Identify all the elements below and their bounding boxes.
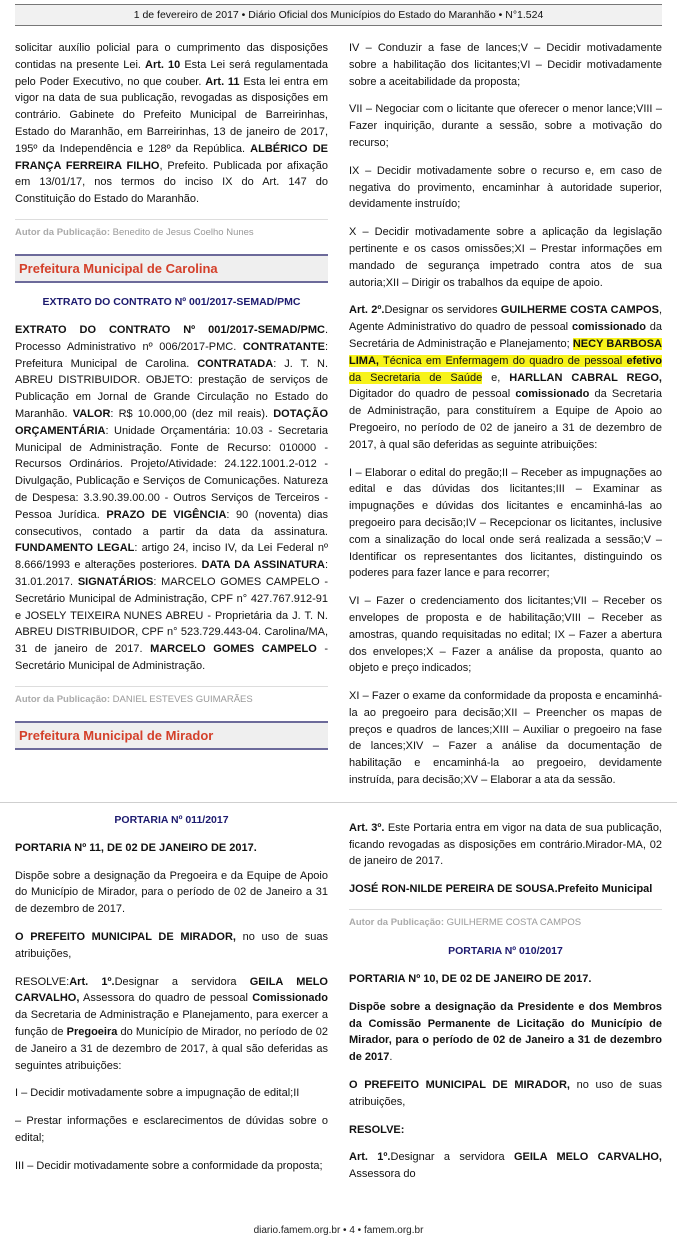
text-run: do Município de Mirador, no período de 02 de Janeiro a 31 de dezembro de 2017, à qual são deferidas as seguintes atribuições: [15, 1026, 329, 1072]
bold-text: MARCELO GOMES CAMPELO [150, 643, 317, 656]
bold-text: comissionado [571, 321, 646, 334]
author-name: Benedito de Jesus Coelho Nunes [110, 226, 254, 238]
paragraph [349, 40, 662, 90]
bold-text: Art. 11 [205, 75, 240, 88]
text-run: : 90 (noventa) dias consecutivos, contado a partir da data da assinatura. [15, 508, 328, 538]
bold-text: Art. 10 [145, 58, 181, 71]
document-title: PORTARIA Nº 011/2017 [114, 813, 229, 826]
bold-text: PRAZO DE VIGÊNCIA [106, 508, 227, 521]
text-run: – Prestar informações e esclarecimentos de dúvidas sobre o edital; [15, 1115, 328, 1145]
paragraph [349, 593, 662, 677]
paragraph [15, 868, 328, 918]
author-name: GUILHERME COSTA CAMPOS [444, 917, 582, 929]
column-bottom-right [349, 813, 662, 1194]
text-run: : R$ 10.000,00 (dez mil reais). [110, 407, 274, 420]
paragraph [349, 971, 662, 988]
column-top-left [15, 40, 328, 800]
text-run: IV – Conduzir a fase de lances;V – Decidir motivadamente sobre a habilitação dos licitantes;VI – Decidir motivadamente sobre a aceitabilidade da proposta; [349, 42, 662, 88]
text-run: . Processo Administrativo nº 006/2017-PMC. [15, 323, 328, 353]
column-bottom-left [15, 813, 328, 1194]
paragraph [349, 881, 662, 898]
paragraph [349, 1149, 662, 1183]
paragraph [15, 1113, 328, 1147]
text-run: Digitador do quadro de pessoal [349, 388, 516, 401]
bold-text: PORTARIA Nº 11, DE 02 DE JANEIRO DE 2017. [15, 841, 257, 854]
section-heading: Prefeitura Municipal de Carolina [15, 254, 328, 283]
text-run: RESOLVE: [15, 975, 70, 988]
paragraph [15, 1158, 328, 1175]
bold-text: Art. 2º. [349, 304, 385, 317]
paragraph [15, 974, 328, 1075]
bold-text: GUILHERME COSTA CAMPOS [500, 304, 659, 317]
paragraph [349, 999, 662, 1066]
bottom-half [0, 813, 677, 1194]
text-run: IX – Decidir motivadamente sobre o recurso e, em caso de negativa do provimento, encaminhar à autoridade superior, devidamente instruído; [349, 164, 662, 211]
bold-text: Comissionado [252, 992, 328, 1005]
text-run: VI – Fazer o credenciamento dos licitantes;VII – Receber os envelopes de proposta e de habilitação;VIII – Receber as amostras, quando requisitadas no edital; IX – Fazer a abertura dos envelopes;X – Fazer a análise da proposta, quanto ao objeto e preço indicados; [349, 595, 662, 675]
bold-text: PORTARIA Nº 10, DE 02 DE JANEIRO DE 2017. [349, 973, 592, 986]
bold-text: FUNDAMENTO LEGAL [15, 542, 135, 555]
author-label: Autor da Publicação: [349, 917, 445, 929]
paragraph [15, 1085, 328, 1102]
text-run: : J. T. N. ABREU DISTRIBUIDOR. OBJETO: prestação de serviços de Publicação em Jornal de Grande Circulação no Estado do Maranhão. [15, 357, 329, 420]
text-run: Este Portaria entra em vigor na data de sua publicação, ficando revogadas as disposições em contrário.Mirador-MA, 02 de janeiro de 2017. [349, 821, 662, 868]
bold-text: GEILA MELO CARVALHO, [15, 975, 328, 1005]
bold-text: JOSÉ RON-NILDE PEREIRA DE SOUSA.Prefeito Municipal [349, 883, 653, 896]
bold-text: DATA DA ASSINATURA [201, 559, 325, 572]
bold-text: CONTRATANTE [242, 340, 325, 353]
bold-text: Pregoeira [66, 1026, 118, 1039]
document-title: EXTRATO DO CONTRATO Nº 001/2017-SEMAD/PMC [42, 295, 301, 308]
bold-text: GEILA MELO CARVALHO, [513, 1151, 662, 1164]
text-run: da Secretária de Administração e Planejamento; [349, 321, 663, 350]
text-run: no uso de suas atribuições, [15, 931, 328, 960]
text-run: I – Decidir motivadamente sobre a impugnação de edital;II [15, 1087, 300, 1100]
paragraph [15, 40, 328, 208]
text-run: Designar os servidores [384, 304, 501, 317]
paragraph [349, 688, 662, 789]
top-half [0, 40, 677, 800]
paragraph [15, 322, 328, 675]
text-run: , Prefeito. Publicada por afixação em 13/01/17, nos termos do inciso IX do Art. 147 do Constituição do Estado do Maranhão. [15, 159, 328, 206]
text-run: , Agente Administrativo do quadro de pessoal [349, 304, 662, 334]
bold-text: EXTRATO DO CONTRATO Nº 001/2017-SEMAD/PMC [15, 323, 325, 336]
text-run: Esta Lei será regulamentada pelo Poder Executivo, no que couber. [15, 58, 328, 88]
bold-text: VALOR [72, 407, 111, 420]
highlighted-text: Técnica em Enfermagem do quadro de pessoal [378, 354, 627, 367]
section-heading: Prefeitura Municipal de Mirador [15, 721, 328, 750]
publication-author [15, 219, 328, 240]
bold-text: comissionado [515, 388, 590, 401]
text-run: : Unidade Orçamentária: 10.03 - Secretaria Municipal de Administração. Fonte de Recurso: 010000 - Recursos Ordinários. Projeto/Atividade: 24.122.1001.2-012 - Divulgação, Publicação e Serviços de Comunicações. Natureza de Despesa: 3.3.90.39.00.00 - Outros Serviços de Terceiros - Pessoa Jurídica. [15, 424, 328, 521]
bold-text: HARLLAN CABRAL REGO, [509, 371, 662, 384]
text-run: Assessora do [349, 1168, 416, 1181]
paragraph [349, 465, 662, 583]
text-run: Assessora do quadro de pessoal [79, 992, 253, 1005]
author-name: DANIEL ESTEVES GUIMARÃES [110, 693, 253, 705]
publication-author [349, 909, 662, 930]
column-top-right [349, 40, 662, 800]
paragraph [349, 820, 662, 870]
text-run: I – Elaborar o edital do pregão;II – Receber as impugnações ao edital e das dúvidas dos licitantes;III – Examinar as impugnações e dúvidas dos licitantes e encaminhá-las ao pregoeiro para decisão;IV – Recepcionar os licitantes, inclusive com a sinalização do local onde será realizada a sessão;V – Identificar os representantes dos licitantes, distinguindo os poderes para fazer lance e para recorrer; [349, 466, 662, 580]
author-label: Autor da Publicação: [15, 226, 111, 238]
paragraph [349, 1077, 662, 1111]
author-label: Autor da Publicação: [15, 693, 111, 705]
paragraph [15, 840, 328, 857]
text-run: da Secretaria de Administração e Planejamento, para exercer a função de [15, 1009, 328, 1039]
text-run: . [389, 1051, 393, 1064]
text-run: VII – Negociar com o licitante que oferecer o menor lance;VIII – Fazer inquirição, durante a sessão, sobre a motivação do recurso; [349, 103, 662, 149]
text-run: da Secretaria de Administração, para constituírem a Equipe de Apoio ao Pregoeiro, no período de 02 de janeiro a 31 de dezembro de 2017, à qual são deferidas as seguinte atribuições: [349, 388, 662, 451]
text-run: : artigo 24, inciso IV, da Lei Federal nº 8.666/1993 e alterações posteriores. [15, 542, 328, 572]
text-run: Designar a servidora [114, 975, 250, 988]
bold-text: CONTRATADA [197, 357, 274, 370]
text-run: no uso de suas atribuições, [349, 1079, 662, 1108]
text-run: Dispõe sobre a designação da Pregoeira e da Equipe de Apoio do Município de Mirador, para o período de 02 de Janeiro a 31 de dezembro de 2017. [15, 869, 328, 916]
page-divider [0, 802, 677, 803]
page-footer: diario.famem.org.br • 4 • famem.org.br [253, 1225, 424, 1237]
paragraph [349, 163, 662, 213]
bold-text: O PREFEITO MUNICIPAL DE MIRADOR, [349, 1079, 570, 1092]
bold-text: Art. 1º. [69, 975, 115, 988]
highlighted-text: efetivo [626, 354, 662, 367]
text-run: : 31.01.2017. [15, 559, 328, 588]
highlighted-text: da Secretaria de Saúde [349, 371, 483, 384]
publication-author [15, 686, 328, 707]
paragraph [349, 101, 662, 151]
text-run: : MARCELO GOMES CAMPELO - Secretário Municipal de Administração, CPF n° 427.767.912-91 e JOSELY TEIXEIRA NUNES ABREU - Proprietária da J. T. N. ABREU DISTRIBUIDOR, CPF n° 523.729.443-04. Carolina/MA, 31 de janeiro de 2017. [15, 575, 328, 656]
text-run: X – Decidir motivadamente sobre a aplicação da legislação pertinente e os casos omissões;XI – Prestar informações em mandado de segurança impetrado contra atos de sua autoria;XII – Dirigir os trabalhos da equipe de apoio. [349, 226, 662, 289]
page-header: 1 de fevereiro de 2017 • Diário Oficial dos Municípios do Estado do Maranhão • N°1.524 [15, 4, 662, 26]
bold-text: DOTAÇÃO ORÇAMENTÁRIA [15, 407, 328, 437]
paragraph [349, 302, 662, 453]
paragraph [349, 224, 662, 291]
bold-text: Dispõe sobre a designação da Presidente e dos Membros da Comissão Permanente de Licitação do Município de Mirador, para o período de 02 de Janeiro a 31 de dezembro de 2017 [349, 1000, 662, 1064]
text-run: - Secretário Municipal de Administração. [15, 643, 328, 672]
text-run: XI – Fazer o exame da conformidade da proposta e encaminhá-la ao pregoeiro para decisão;XII – Preencher os mapas de preços e quadros de lances;XIII – Auxiliar o pregoeiro na fase de lances;XIV – Fazer a análise da documentação de habilitação e encaminhá-la ao pregoeiro, devidamente instruída, para decisão;XV – Elaborar a ata da sessão. [349, 690, 662, 787]
text-run: e, [482, 371, 510, 384]
bold-text: RESOLVE: [349, 1123, 405, 1136]
bold-text: SIGNATÁRIOS [77, 575, 154, 588]
text-run: Designar a servidora [390, 1151, 514, 1164]
text-run: solicitar auxílio policial para o cumprimento das disposições contidas na presente Lei. [15, 42, 328, 71]
paragraph [15, 929, 328, 963]
paragraph [349, 1122, 662, 1139]
bold-text: Art. 1º. [349, 1151, 391, 1164]
bold-text: ALBÉRICO DE FRANÇA FERREIRA FILHO [15, 142, 328, 172]
highlighted-text: NECY BARBOSA LIMA, [349, 337, 663, 367]
text-run: : Prefeitura Municipal de Carolina. [15, 340, 328, 370]
document-title: PORTARIA Nº 010/2017 [448, 945, 563, 958]
bold-text: O PREFEITO MUNICIPAL DE MIRADOR, [15, 931, 236, 944]
text-run: III – Decidir motivadamente sobre a conformidade da proposta; [15, 1159, 323, 1172]
bold-text: Art. 3º. [349, 821, 385, 834]
text-run: Esta lei entra em vigor na data de sua publicação, revogadas as disposições em contrário. Gabinete do Prefeito Municipal de Barreirinhas, Estado do Maranhão, em Barreirinhas, 13 de janeiro de 2017, 195º da Independência e 128º da República. [15, 75, 328, 155]
